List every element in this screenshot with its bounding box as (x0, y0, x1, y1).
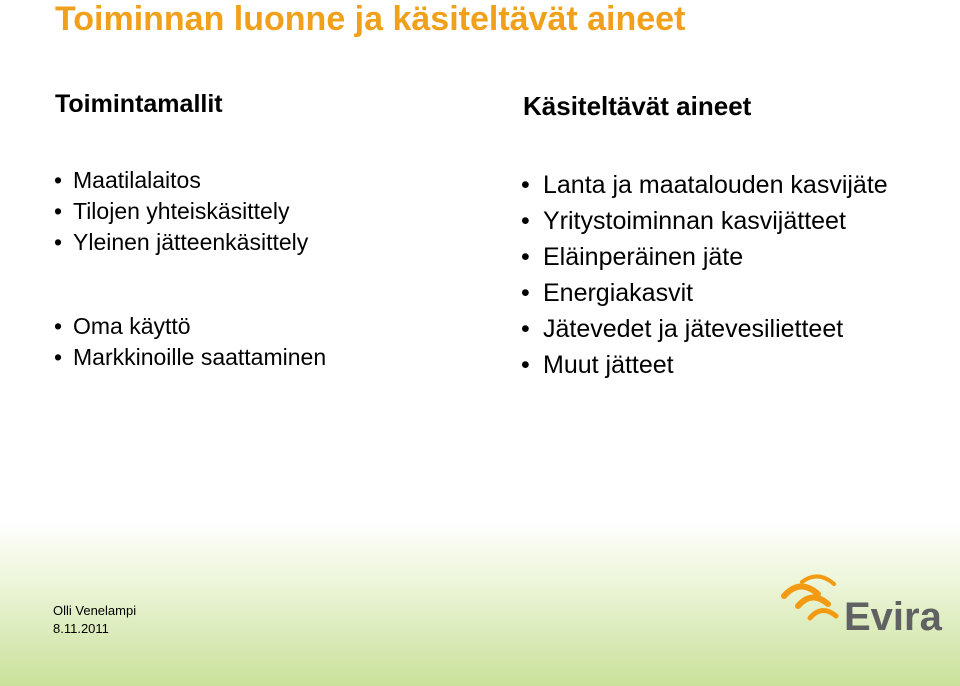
list-item: • Markkinoille saattaminen (54, 342, 326, 373)
list-item: • Lanta ja maatalouden kasvijäte (521, 167, 951, 203)
list-item: • Eläinperäinen jäte (521, 239, 951, 275)
usage-list (54, 311, 326, 373)
processed-materials-list (521, 167, 951, 383)
list-item: • Yritystoiminnan kasvijätteet (521, 203, 951, 239)
operating-models-list (54, 165, 308, 258)
slide-title: Toiminnan luonne ja käsiteltävät aineet (55, 0, 686, 38)
list-item: • Oma käyttö (54, 311, 326, 342)
list-item: • Jätevedet ja jätevesilietteet (521, 311, 951, 347)
list-item: • Tilojen yhteiskäsittely (54, 196, 308, 227)
footer-author: Olli Venelampi (53, 603, 137, 618)
left-column-heading: Toimintamallit (55, 90, 223, 118)
evira-logo-icon (778, 566, 956, 646)
right-column-heading: Käsiteltävät aineet (523, 91, 752, 121)
logo-wordmark: Evira (844, 595, 942, 639)
list-item: • Yleinen jätteenkäsittely (54, 227, 308, 258)
list-item: • Muut jätteet (521, 347, 951, 383)
list-item: • Energiakasvit (521, 275, 951, 311)
footer-date: 8.11.2011 (53, 621, 109, 636)
evira-logo (778, 566, 956, 646)
list-item: • Maatilalaitos (54, 165, 308, 196)
